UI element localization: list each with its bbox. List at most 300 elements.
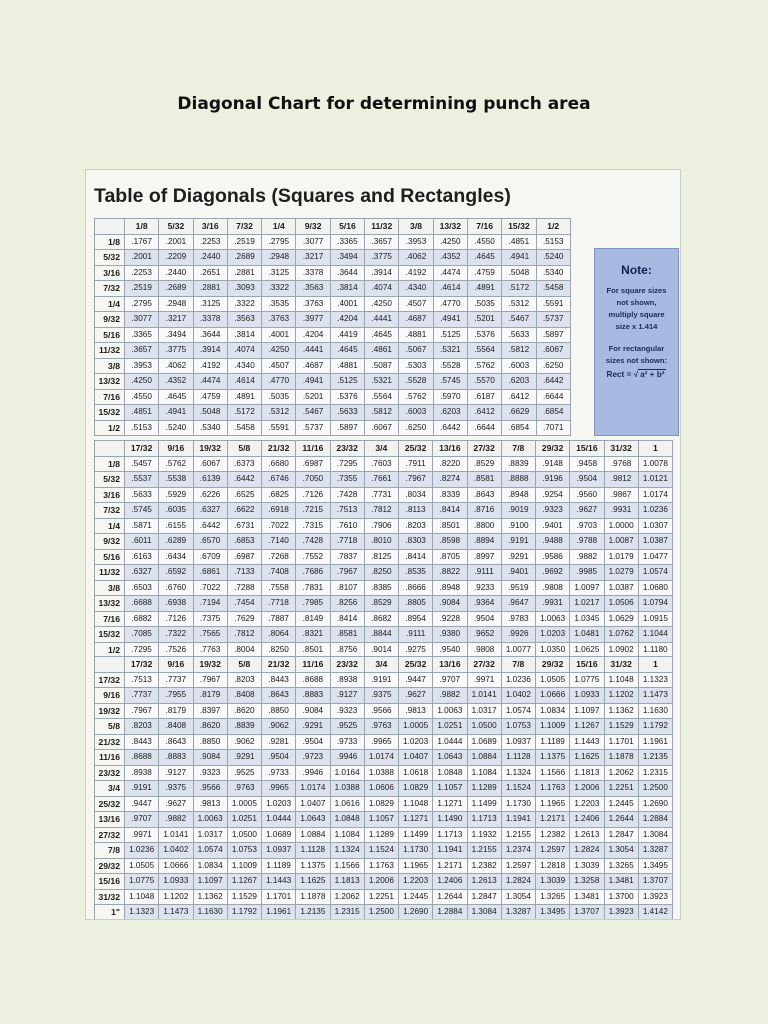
diagonal-value: 1.0141 xyxy=(159,827,193,843)
diagonal-value: .7967 xyxy=(125,703,159,719)
diagonal-value: .9401 xyxy=(536,518,570,534)
diagonal-value: .9812 xyxy=(604,472,638,488)
diagonal-value: 1.1084 xyxy=(467,765,501,781)
diagonal-value: .7315 xyxy=(296,518,330,534)
diagonal-value: .9504 xyxy=(570,472,604,488)
column-header: 31/32 xyxy=(604,441,638,457)
diagonal-value: .7718 xyxy=(262,596,296,612)
diagonal-value: .7718 xyxy=(330,534,364,550)
diagonal-value: .8321 xyxy=(296,627,330,643)
diagonal-value: .7428 xyxy=(330,487,364,503)
diagonal-value: 1.3084 xyxy=(467,905,501,920)
diagonal-value: .3125 xyxy=(193,296,227,312)
diagonal-value: 1.1878 xyxy=(604,750,638,766)
diagonal-value: .9707 xyxy=(125,812,159,828)
diagonal-value: 1.1048 xyxy=(604,672,638,688)
diagonal-value: .6918 xyxy=(262,503,296,519)
table-row xyxy=(95,456,673,472)
diagonal-value: 1.3265 xyxy=(604,858,638,874)
diagonal-value: .3657 xyxy=(125,343,159,359)
diagonal-value: .7565 xyxy=(193,627,227,643)
diagonal-value: .2948 xyxy=(159,296,193,312)
diagonal-value: .3378 xyxy=(193,312,227,328)
diagonal-value: .8501 xyxy=(433,518,467,534)
diagonal-value: .8443 xyxy=(125,734,159,750)
diagonal-value: .9375 xyxy=(364,688,398,704)
diagonal-value: .8643 xyxy=(159,734,193,750)
diagonal-value: .5340 xyxy=(193,420,227,436)
diagonal-value: .5812 xyxy=(365,405,399,421)
table-row xyxy=(95,796,673,812)
diagonal-value: .6525 xyxy=(227,487,261,503)
diagonal-value: .9540 xyxy=(433,642,467,658)
diagonal-value: 1.2251 xyxy=(364,889,398,905)
table-row xyxy=(95,703,673,719)
diagonal-value: 1.2445 xyxy=(399,889,433,905)
diagonal-value: 1.1625 xyxy=(296,874,330,890)
diagonal-value: .9100 xyxy=(501,518,535,534)
diagonal-value: 1.1813 xyxy=(570,765,604,781)
diagonal-value: 1.0902 xyxy=(604,642,638,658)
column-header: 25/32 xyxy=(399,657,433,673)
diagonal-value: .7526 xyxy=(159,642,193,658)
diagonal-value: .5312 xyxy=(502,296,536,312)
diagonal-value: 1.1048 xyxy=(125,889,159,905)
diagonal-value: 1.3084 xyxy=(638,827,672,843)
diagonal-value: 1.2382 xyxy=(467,858,501,874)
table-row xyxy=(95,234,571,250)
diagonal-value: .8997 xyxy=(467,549,501,565)
diagonal-value: .2881 xyxy=(193,281,227,297)
diagonal-value: .3125 xyxy=(262,265,296,281)
diagonal-value: .7812 xyxy=(227,627,261,643)
diagonal-value: .4062 xyxy=(399,250,433,266)
diagonal-value: 1.0236 xyxy=(638,503,672,519)
diagonal-value: .4192 xyxy=(193,358,227,374)
diagonal-value: .4891 xyxy=(467,281,501,297)
diagonal-value: 1.0834 xyxy=(536,703,570,719)
header-row xyxy=(95,219,571,235)
diagonal-value: 1.2500 xyxy=(638,781,672,797)
diagonal-value: 1.3054 xyxy=(604,843,638,859)
diagonal-value: 1.2613 xyxy=(570,827,604,843)
diagonal-value: 1.0762 xyxy=(604,627,638,643)
diagonal-value: 1.1792 xyxy=(227,905,261,920)
diagonal-value: .9291 xyxy=(501,549,535,565)
diagonal-value: .9525 xyxy=(330,719,364,735)
diagonal-value: .9019 xyxy=(501,503,535,519)
table-row xyxy=(95,672,673,688)
diagonal-value: .9586 xyxy=(536,549,570,565)
diagonal-value: .5458 xyxy=(227,420,261,436)
diagonal-value: 1.0251 xyxy=(227,812,261,828)
diagonal-value: .8581 xyxy=(330,627,364,643)
diagonal-value: .6003 xyxy=(502,358,536,374)
diagonal-value: .9783 xyxy=(501,611,535,627)
diagonal-value: 1.0829 xyxy=(364,796,398,812)
diagonal-value: 1.1792 xyxy=(638,719,672,735)
diagonal-value: 1.2006 xyxy=(364,874,398,890)
diagonal-value: .8385 xyxy=(364,580,398,596)
diagonal-value: 1.1057 xyxy=(364,812,398,828)
row-header: 23/32 xyxy=(95,765,125,781)
diagonal-value: .3217 xyxy=(296,250,330,266)
diagonal-value: .5172 xyxy=(227,405,261,421)
diagonal-value: .9111 xyxy=(467,565,501,581)
diagonal-value: .6187 xyxy=(467,389,501,405)
diagonal-value: .7513 xyxy=(330,503,364,519)
column-header: 17/32 xyxy=(125,441,159,457)
diagonal-value: 1.2315 xyxy=(638,765,672,781)
diagonal-value: 1.2062 xyxy=(330,889,364,905)
diagonal-value: .6680 xyxy=(262,456,296,472)
diagonal-value: 1.1499 xyxy=(399,827,433,843)
diagonal-value: 1.1323 xyxy=(125,905,159,920)
diagonal-value: .4419 xyxy=(330,327,364,343)
diagonal-value: .9946 xyxy=(296,765,330,781)
diagonal-value: 1.2251 xyxy=(604,781,638,797)
diagonal-value: .4441 xyxy=(365,312,399,328)
row-header: 1/8 xyxy=(95,234,125,250)
diagonal-value: 1.3923 xyxy=(604,905,638,920)
diagonal-value: .5897 xyxy=(536,327,570,343)
diagonal-value: .7295 xyxy=(125,642,159,658)
diagonal-value: .9228 xyxy=(433,611,467,627)
diagonal-value: .3814 xyxy=(330,281,364,297)
formula-root: a² + b² xyxy=(640,370,665,379)
diagonal-value: 1.3495 xyxy=(638,858,672,874)
diagonal-value: .6854 xyxy=(502,420,536,436)
diagonal-value: .9723 xyxy=(296,750,330,766)
diagonal-value: .7408 xyxy=(262,565,296,581)
diagonal-value: 1.0915 xyxy=(638,611,672,627)
row-header: 31/32 xyxy=(95,889,125,905)
diagonal-value: 1.0666 xyxy=(159,858,193,874)
diagonal-value: 1.1267 xyxy=(227,874,261,890)
diagonal-value: .8894 xyxy=(467,534,501,550)
diagonal-value: .7955 xyxy=(159,688,193,704)
diagonal-value: .9233 xyxy=(467,580,501,596)
diagonal-value: 1.1271 xyxy=(399,812,433,828)
table-row xyxy=(95,874,673,890)
diagonal-value: 1.1524 xyxy=(364,843,398,859)
diagonal-value: .8408 xyxy=(159,719,193,735)
diagonal-value: .4687 xyxy=(399,312,433,328)
diagonal-value: .5538 xyxy=(159,472,193,488)
row-header: 3/8 xyxy=(95,358,125,374)
diagonal-value: .5812 xyxy=(502,343,536,359)
diagonal-value: .9627 xyxy=(570,503,604,519)
diagonal-value: .4770 xyxy=(262,374,296,390)
table-row xyxy=(95,518,673,534)
diagonal-value: 1.2315 xyxy=(330,905,364,920)
formula-label: Rect = xyxy=(606,370,632,379)
column-header: 15/16 xyxy=(570,441,604,457)
diagonal-value: .7629 xyxy=(227,611,261,627)
table-row xyxy=(95,734,673,750)
diagonal-value: .8414 xyxy=(399,549,433,565)
diagonal-value: 1.0629 xyxy=(604,611,638,627)
diagonal-value: .7737 xyxy=(159,672,193,688)
diagonal-value: .7686 xyxy=(296,565,330,581)
row-header: 3/16 xyxy=(95,487,125,503)
diagonal-value: 1.1965 xyxy=(399,858,433,874)
diagonal-value: 1.2613 xyxy=(467,874,501,890)
diagonal-value: .9808 xyxy=(536,580,570,596)
diagonal-value: .9768 xyxy=(604,456,638,472)
diagonal-value: .5321 xyxy=(365,374,399,390)
row-header: 27/32 xyxy=(95,827,125,843)
diagonal-value: .9985 xyxy=(570,565,604,581)
column-header: 1 xyxy=(638,441,672,457)
table-row xyxy=(95,281,571,297)
diagonal-value: 1.3039 xyxy=(536,874,570,890)
diagonal-value: .7737 xyxy=(125,688,159,704)
diagonal-value: .6570 xyxy=(193,534,227,550)
diagonal-value: .5303 xyxy=(399,358,433,374)
diagonal-value: .8954 xyxy=(399,611,433,627)
row-header: 1/2 xyxy=(95,420,125,436)
diagonal-value: 1.0388 xyxy=(364,765,398,781)
diagonal-value: .6442 xyxy=(536,374,570,390)
diagonal-value: 1.0689 xyxy=(262,827,296,843)
diagonal-value: .6503 xyxy=(125,580,159,596)
diagonal-value: .3953 xyxy=(399,234,433,250)
diagonal-value: 1.1289 xyxy=(364,827,398,843)
diagonal-value: .7428 xyxy=(296,534,330,550)
header-row xyxy=(95,657,673,673)
diagonal-value: 1.1009 xyxy=(536,719,570,735)
diagonal-value: .6289 xyxy=(159,534,193,550)
diagonal-value: .9323 xyxy=(536,503,570,519)
diagonal-value: 1.2818 xyxy=(536,858,570,874)
diagonal-value: 1.1730 xyxy=(501,796,535,812)
diagonal-value: 1.2171 xyxy=(536,812,570,828)
diagonal-value: .4352 xyxy=(159,374,193,390)
diagonal-value: .9525 xyxy=(227,765,261,781)
diagonal-value: 1.0444 xyxy=(433,734,467,750)
diagonal-value: .5035 xyxy=(467,296,501,312)
row-header: 7/32 xyxy=(95,281,125,297)
diagonal-value: 1.2203 xyxy=(570,796,604,812)
diagonal-value: .7355 xyxy=(330,472,364,488)
diagonal-value: .7140 xyxy=(262,534,296,550)
diagonal-value: 1.1128 xyxy=(296,843,330,859)
diagonal-value: 1.0689 xyxy=(467,734,501,750)
diagonal-value: .4941 xyxy=(433,312,467,328)
diagonal-value: .9364 xyxy=(467,596,501,612)
diagonal-value: .8443 xyxy=(262,672,296,688)
diagonal-table-section-2 xyxy=(94,440,673,658)
diagonal-value: 1.0666 xyxy=(536,688,570,704)
diagonal-value: 1.0481 xyxy=(570,627,604,643)
diagonal-value: 1.0506 xyxy=(604,596,638,612)
column-header: 31/32 xyxy=(604,657,638,673)
row-header: 1" xyxy=(95,905,125,920)
diagonal-value: 1.1048 xyxy=(399,796,433,812)
diagonal-value: 1.2824 xyxy=(570,843,604,859)
diagonal-value: 1.2006 xyxy=(570,781,604,797)
diagonal-value: 1.0407 xyxy=(399,750,433,766)
diagonal-value: 1.1529 xyxy=(227,889,261,905)
diagonal-value: 1.1097 xyxy=(193,874,227,890)
diagonal-value: .5591 xyxy=(536,296,570,312)
diagonal-value: .8883 xyxy=(159,750,193,766)
diagonal-value: .9627 xyxy=(399,688,433,704)
diagonal-value: .8839 xyxy=(227,719,261,735)
diagonal-value: .4614 xyxy=(227,374,261,390)
diagonal-value: .8688 xyxy=(125,750,159,766)
diagonal-value: .7085 xyxy=(125,627,159,643)
row-header: 19/32 xyxy=(95,703,125,719)
diagonal-value: .9084 xyxy=(296,703,330,719)
diagonal-value: .5048 xyxy=(502,265,536,281)
diagonal-value: .7661 xyxy=(364,472,398,488)
diagonal-value: .6882 xyxy=(125,611,159,627)
diagonal-value: .2795 xyxy=(125,296,159,312)
diagonal-value: .9323 xyxy=(330,703,364,719)
diagonal-value: .8107 xyxy=(330,580,364,596)
diagonal-value: 1.2135 xyxy=(638,750,672,766)
diagonal-value: .9254 xyxy=(536,487,570,503)
diagonal-value: 1.0834 xyxy=(193,858,227,874)
diagonal-value: .5737 xyxy=(296,420,330,436)
diagonal-value: .8800 xyxy=(467,518,501,534)
diagonal-value: 1.0203 xyxy=(399,734,433,750)
diagonal-value: .8948 xyxy=(501,487,535,503)
diagonal-value: 1.2374 xyxy=(501,843,535,859)
note-line: size x 1.414 xyxy=(615,322,658,331)
diagonal-value: .5153 xyxy=(125,420,159,436)
diagonal-value: .7071 xyxy=(536,420,570,436)
diagonal-value: .2519 xyxy=(125,281,159,297)
diagonal-value: .7215 xyxy=(296,503,330,519)
diagonal-value: 1.1128 xyxy=(501,750,535,766)
diagonal-value: .5762 xyxy=(467,358,501,374)
diagonal-value: .9458 xyxy=(570,456,604,472)
diagonal-value: .8203 xyxy=(227,672,261,688)
diagonal-value: 1.2135 xyxy=(296,905,330,920)
column-header: 27/32 xyxy=(467,441,501,457)
diagonal-value: .8948 xyxy=(433,580,467,596)
row-header: 9/32 xyxy=(95,534,125,550)
diagonal-value: 1.2847 xyxy=(604,827,638,843)
diagonal-value: .9191 xyxy=(125,781,159,797)
diagonal-value: .9127 xyxy=(159,765,193,781)
diagonal-value: .3657 xyxy=(365,234,399,250)
table-row xyxy=(95,843,673,859)
diagonal-value: .3763 xyxy=(262,312,296,328)
diagonal-value: .2001 xyxy=(159,234,193,250)
diagonal-value: .9703 xyxy=(570,518,604,534)
table-row xyxy=(95,503,673,519)
diagonal-value: .9519 xyxy=(501,580,535,596)
diagonal-value: .9926 xyxy=(501,627,535,643)
diagonal-value: .5048 xyxy=(193,405,227,421)
diagonal-value: 1.0307 xyxy=(638,518,672,534)
column-header: 5/8 xyxy=(227,441,261,457)
note-title: Note: xyxy=(621,263,652,277)
diagonal-value: .7022 xyxy=(262,518,296,534)
diagonal-value: 1.0063 xyxy=(433,703,467,719)
diagonal-value: .9488 xyxy=(536,534,570,550)
diagonal-value: .7812 xyxy=(364,503,398,519)
diagonal-value: 1.0179 xyxy=(604,549,638,565)
column-header: 15/32 xyxy=(502,219,536,235)
diagonal-value: .6011 xyxy=(125,534,159,550)
column-header: 7/8 xyxy=(501,657,535,673)
diagonal-value: .5340 xyxy=(536,265,570,281)
diagonal-value: .3093 xyxy=(227,281,261,297)
diagonal-value: 1.1097 xyxy=(570,703,604,719)
diagonal-value: .8850 xyxy=(193,734,227,750)
diagonal-value: 1.0236 xyxy=(501,672,535,688)
table-row xyxy=(95,611,673,627)
column-header: 1/2 xyxy=(536,219,570,235)
diagonal-value: .8010 xyxy=(364,534,398,550)
diagonal-value: .6825 xyxy=(262,487,296,503)
diagonal-value: .6760 xyxy=(159,580,193,596)
diagonal-value: .8203 xyxy=(125,719,159,735)
diagonal-value: .6731 xyxy=(227,518,261,534)
diagonal-value: .9965 xyxy=(262,781,296,797)
diagonal-value: 1.1180 xyxy=(638,642,672,658)
diagonal-value: .7288 xyxy=(227,580,261,596)
diagonal-value: .5153 xyxy=(536,234,570,250)
diagonal-value: 1.0574 xyxy=(501,703,535,719)
diagonal-value: .3977 xyxy=(296,312,330,328)
diagonal-value: .8064 xyxy=(262,627,296,643)
diagonal-value: .4352 xyxy=(433,250,467,266)
diagonal-value: .3814 xyxy=(227,327,261,343)
table-row xyxy=(95,905,673,920)
diagonal-value: 1.0077 xyxy=(501,642,535,658)
diagonal-value: 1.0000 xyxy=(604,518,638,534)
diagonal-value: .5564 xyxy=(365,389,399,405)
table-row xyxy=(95,420,571,436)
diagonal-value: .4474 xyxy=(193,374,227,390)
diagonal-value: 1.3481 xyxy=(604,874,638,890)
diagonal-value: 1.2644 xyxy=(604,812,638,828)
column-header: 3/8 xyxy=(399,219,433,235)
diagonal-value: 1.2445 xyxy=(604,796,638,812)
diagonal-value: .2651 xyxy=(193,265,227,281)
table-row xyxy=(95,343,571,359)
diagonal-value: .4891 xyxy=(227,389,261,405)
diagonal-value: .4645 xyxy=(159,389,193,405)
diagonal-value: .2001 xyxy=(125,250,159,266)
diagonal-value: .3322 xyxy=(227,296,261,312)
diagonal-value: 1.1701 xyxy=(262,889,296,905)
diagonal-value: 1.1289 xyxy=(467,781,501,797)
diagonal-value: .8682 xyxy=(364,611,398,627)
diagonal-value: 1.0005 xyxy=(399,719,433,735)
diagonal-value: 1.0477 xyxy=(638,549,672,565)
diagonal-value: .4250 xyxy=(262,343,296,359)
diagonal-value: .9191 xyxy=(364,672,398,688)
note-square-text xyxy=(595,285,678,332)
diagonal-value: .5528 xyxy=(399,374,433,390)
diagonal-value: .9647 xyxy=(501,596,535,612)
diagonal-value: 1.3481 xyxy=(570,889,604,905)
diagonal-value: .4204 xyxy=(330,312,364,328)
row-header: 25/32 xyxy=(95,796,125,812)
diagonal-value: .6327 xyxy=(125,565,159,581)
diagonal-value: .4001 xyxy=(262,327,296,343)
column-header: 19/32 xyxy=(193,441,227,457)
column-header: 7/8 xyxy=(501,441,535,457)
diagonal-value: .5067 xyxy=(399,343,433,359)
